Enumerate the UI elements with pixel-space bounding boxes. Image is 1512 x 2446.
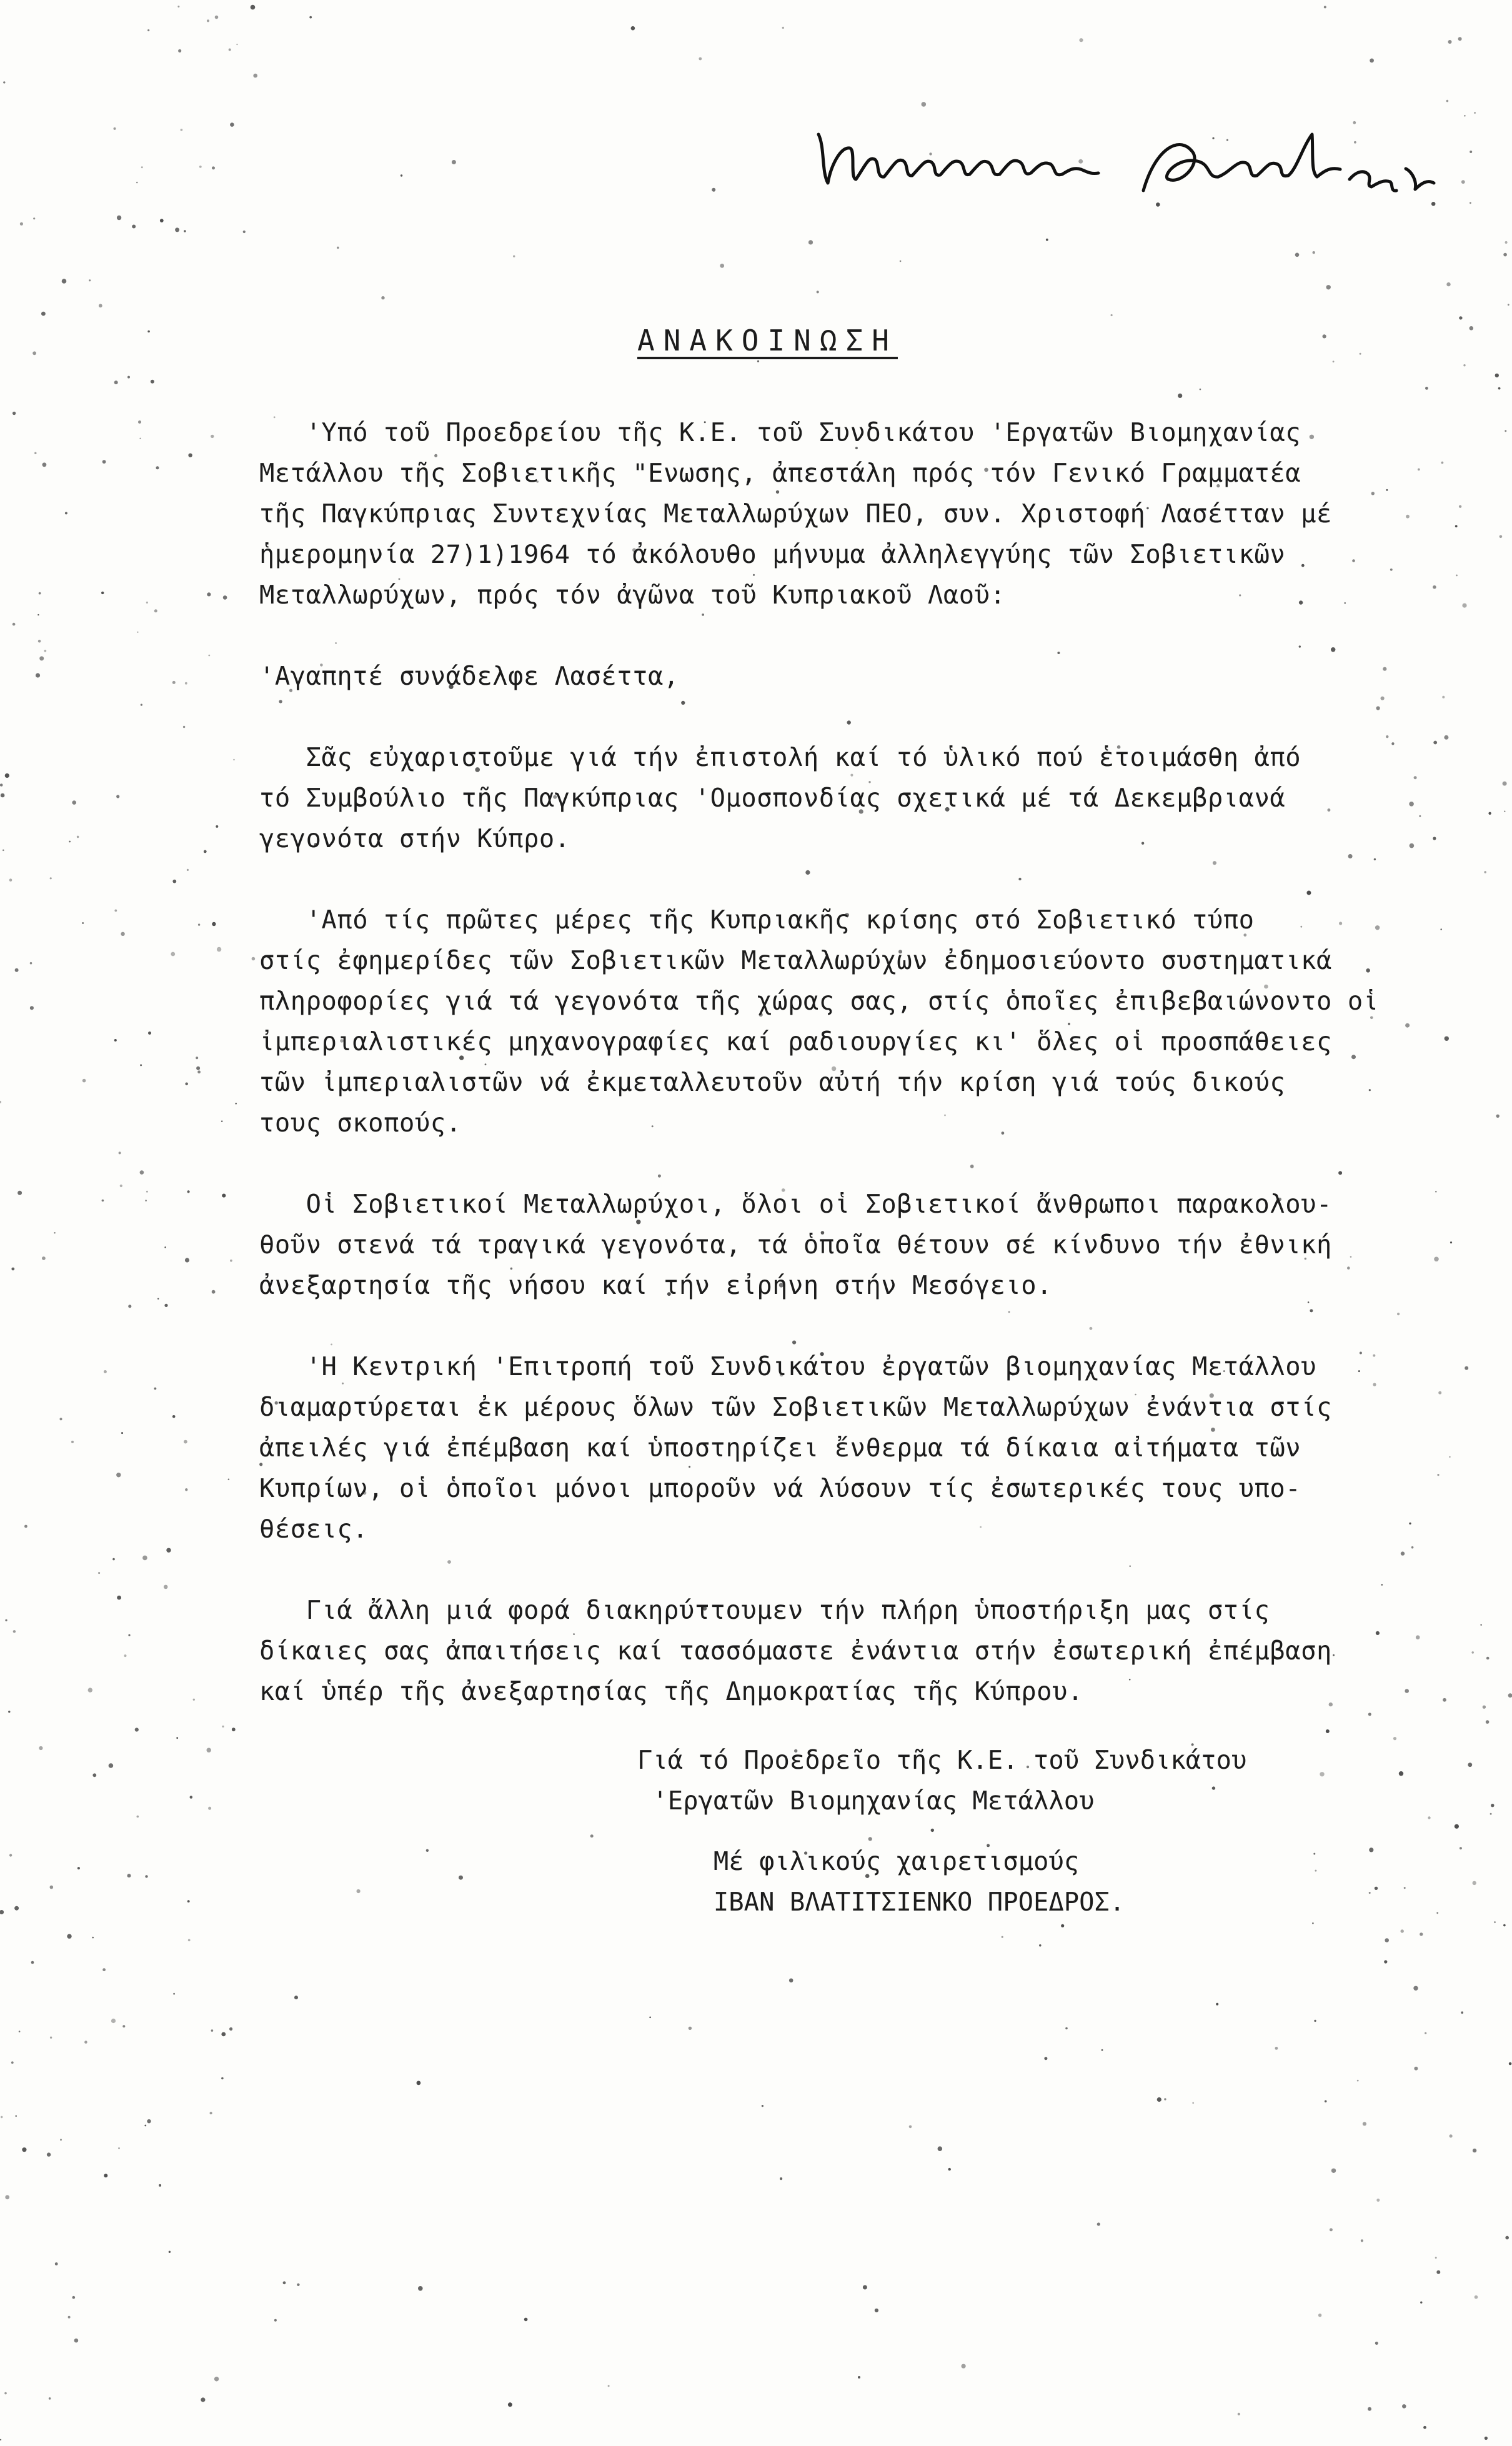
salutation: 'Αγαπητέ συνάδελφε Λασέττα, — [259, 661, 679, 691]
signatory-name: ΙΒΑΝ ΒΛΑΤΙΤΣΙΕΝΚΟ ΠΡΟΕΔΡΟΣ. — [637, 1887, 1125, 1917]
text-line: τους σκοπούς. — [259, 1108, 462, 1138]
closing-block — [637, 1740, 1246, 1922]
text-line: Μεταλλωρύχων, πρός τόν ἀγῶνα τοῦ Κυπριακοῦ Λαοῦ: — [259, 580, 1006, 610]
document-body — [259, 412, 1446, 1712]
text-line: Κυπρίων, οἱ ὁποῖοι μόνοι μποροῦν νά λύσουν τίς ἐσωτερικές τους υπο- — [259, 1473, 1301, 1503]
text-line: 'Η Κεντρική 'Επιτροπή τοῦ Συνδικάτου ἐργατῶν βιομηχανίας Μετάλλου — [259, 1351, 1317, 1381]
text-line: τῆς Παγκύπριας Συντεχνίας Μεταλλωρύχων ΠΕΟ, συν. Χριστοφή Λασέτταν μέ — [259, 499, 1332, 529]
text-line: δίκαιες σας ἀπαιτήσεις καί τασσόμαστε ἐνάντια στήν ἐσωτερική ἐπέμβαση — [259, 1636, 1332, 1666]
text-line: τό Συμβούλιο τῆς Παγκύπριας 'Ομοσπονδίας σχετικά μέ τά Δεκεμβριανά — [259, 783, 1286, 813]
handwritten-signature — [806, 109, 1450, 216]
text-line: πληροφορίες γιά τά γεγονότα τῆς χώρας σας, στίς ὁποῖες ἐπιβεβαιώνοντο οἱ — [259, 986, 1379, 1016]
text-line: διαμαρτύρεται ἐκ μέρους ὅλων τῶν Σοβιετικῶν Μεταλλωρύχων ἐνάντια στίς — [259, 1392, 1332, 1422]
text-line: Γιά ἄλλη μιά φορά διακηρύττουμεν τήν πλήρη ὑποστήριξη μας στίς — [259, 1595, 1270, 1625]
text-line: ἀνεξαρτησία τῆς νήσου καί τήν εἰρήνη στήν Μεσόγειο. — [259, 1270, 1053, 1300]
text-line: γεγονότα στήν Κύπρο. — [259, 823, 570, 853]
text-line: 'Υπό τοῦ Προεδρείου τῆς Κ.Ε. τοῦ Συνδικάτου 'Εργατῶν Βιομηχανίας — [259, 417, 1301, 447]
document-title: ΑΝΑΚΟΙΝΩΣΗ — [637, 324, 898, 357]
text-line: ἡμερομηνία 27)1)1964 τό ἀκόλουθο μήνυμα ἀλληλεγγύης τῶν Σοβιετικῶν — [259, 539, 1286, 569]
text-line: καί ὑπέρ τῆς ἀνεξαρτησίας τῆς Δημοκρατίας τῆς Κύπρου. — [259, 1676, 1083, 1706]
text-line: ἀπειλές γιά ἐπέμβαση καί ὑποστηρίζει ἔνθερμα τά δίκαια αἰτήματα τῶν — [259, 1433, 1301, 1463]
text-line: ἰμπεριαλιστικές μηχανογραφίες καί ραδιουργίες κι' ὅλες οἱ προσπάθειες — [259, 1027, 1332, 1056]
text-line: θέσεις. — [259, 1514, 369, 1544]
text-line: Σᾶς εὐχαριστοῦμε γιά τήν ἐπιστολή καί τό ὑλικό πού ἑτοιμάσθη ἀπό — [259, 742, 1301, 772]
text-line: Οἱ Σοβιετικοί Μεταλλωρύχοι, ὅλοι οἱ Σοβιετικοί ἄνθρωποι παρακολου- — [259, 1189, 1332, 1219]
text-line: θοῦν στενά τά τραγικά γεγονότα, τά ὁποῖα θέτουν σέ κίνδυνο τήν ἐθνική — [259, 1230, 1332, 1260]
closing-line: 'Εργατῶν Βιομηχανίας Μετάλλου — [637, 1786, 1095, 1816]
closing-greeting: Μέ φιλικούς χαιρετισμούς — [637, 1846, 1080, 1876]
closing-line: Γιά τό Προεδρεῖο τῆς Κ.Ε. τοῦ Συνδικάτου — [637, 1745, 1247, 1775]
text-line: στίς ἐφημερίδες τῶν Σοβιετικῶν Μεταλλωρύχων ἐδημοσιεύοντο συστηματικά — [259, 945, 1332, 975]
paragraph-protest — [259, 1346, 1446, 1549]
intro-paragraph — [259, 412, 1446, 615]
paragraph-events — [259, 1184, 1446, 1306]
paragraph-support — [259, 1590, 1446, 1712]
text-line: Μετάλλου τῆς Σοβιετικῆς "Ενωσης, ἀπεστάλη πρός τόν Γενικό Γραμματέα — [259, 458, 1301, 488]
text-line: τῶν ἰμπεριαλιστῶν νά ἐκμεταλλευτοῦν αὐτή τήν κρίση γιά τούς δικούς — [259, 1067, 1286, 1097]
paragraph-thanks — [259, 737, 1446, 859]
paragraph-press — [259, 900, 1446, 1143]
text-line: 'Από τίς πρῶτες μέρες τῆς Κυπριακῆς κρίσης στό Σοβιετικό τύπο — [259, 905, 1255, 935]
